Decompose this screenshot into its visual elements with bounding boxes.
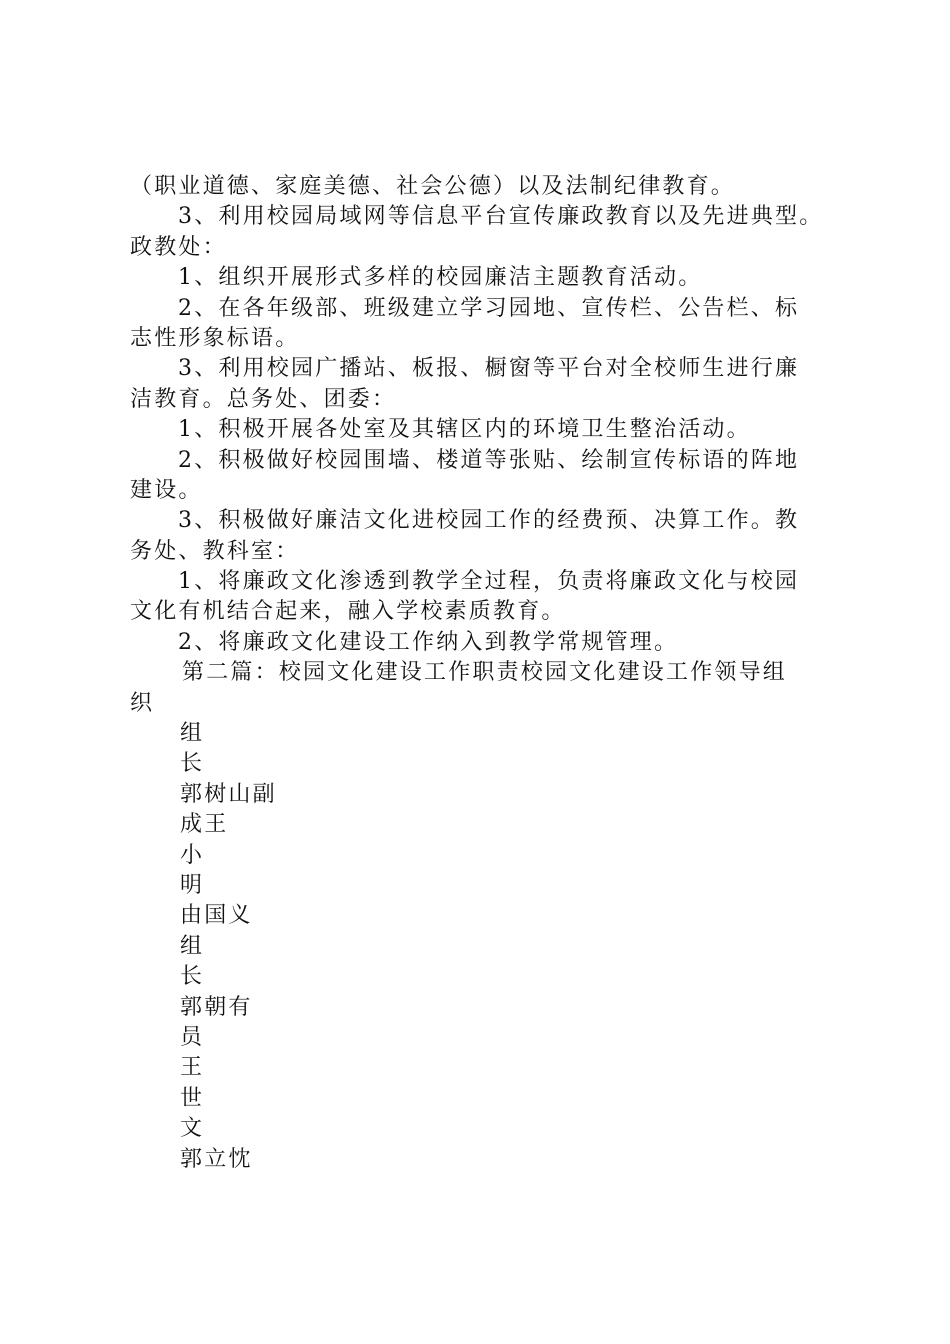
list-item: 长 <box>180 964 205 990</box>
text-line: 务处、教科室： <box>130 538 300 564</box>
text-line: 建设。 <box>130 477 203 503</box>
text-line: 2、将廉政文化建设工作纳入到教学常规管理。 <box>178 629 679 655</box>
list-item: 明 <box>180 872 205 898</box>
text-line: 1、组织开展形式多样的校园廉洁主题教育活动。 <box>178 265 703 291</box>
list-item: 郭树山副 <box>180 781 277 807</box>
list-item: 小 <box>180 842 205 868</box>
list-item: 组 <box>180 721 205 747</box>
list-item: 长 <box>180 751 205 777</box>
text-line: 3、积极做好廉洁文化进校园工作的经费预、决算工作。教 <box>178 508 800 534</box>
text-line: 3、利用校园广播站、板报、橱窗等平台对全校师生进行廉 <box>178 356 800 382</box>
list-item: 成王 <box>180 812 229 838</box>
list-item: 世 <box>180 1085 205 1111</box>
text-line: 志性形象标语。 <box>130 325 300 351</box>
list-item: 王 <box>180 1055 205 1081</box>
text-line: 文化有机结合起来，融入学校素质教育。 <box>130 599 566 625</box>
text-line: 洁教育。总务处、团委： <box>130 386 397 412</box>
list-item: 由国义 <box>180 903 253 929</box>
list-item: 员 <box>180 1024 205 1050</box>
document-body <box>130 172 850 1175</box>
text-line: 1、积极开展各处室及其辖区内的环境卫生整治活动。 <box>178 417 751 443</box>
section-heading-continuation: 织 <box>130 690 155 716</box>
text-line: 3、利用校园局域网等信息平台宣传廉政教育以及先进典型。 <box>178 204 824 230</box>
section-heading: 第二篇：校园文化建设工作职责校园文化建设工作领导组 <box>182 660 788 686</box>
text-line: （职业道德、家庭美德、社会公德）以及法制纪律教育。 <box>130 174 736 199</box>
list-item: 文 <box>180 1116 205 1142</box>
text-line: 2、在各年级部、班级建立学习园地、宣传栏、公告栏、标 <box>178 295 800 321</box>
text-line: 1、将廉政文化渗透到教学全过程，负责将廉政文化与校园 <box>178 569 800 595</box>
list-item: 郭立忱 <box>180 1146 253 1172</box>
list-item: 郭朝有 <box>180 994 253 1020</box>
text-line: 2、积极做好校园围墙、楼道等张贴、绘制宣传标语的阵地 <box>178 447 800 473</box>
text-line: 政教处： <box>130 234 227 260</box>
list-item: 组 <box>180 933 205 959</box>
